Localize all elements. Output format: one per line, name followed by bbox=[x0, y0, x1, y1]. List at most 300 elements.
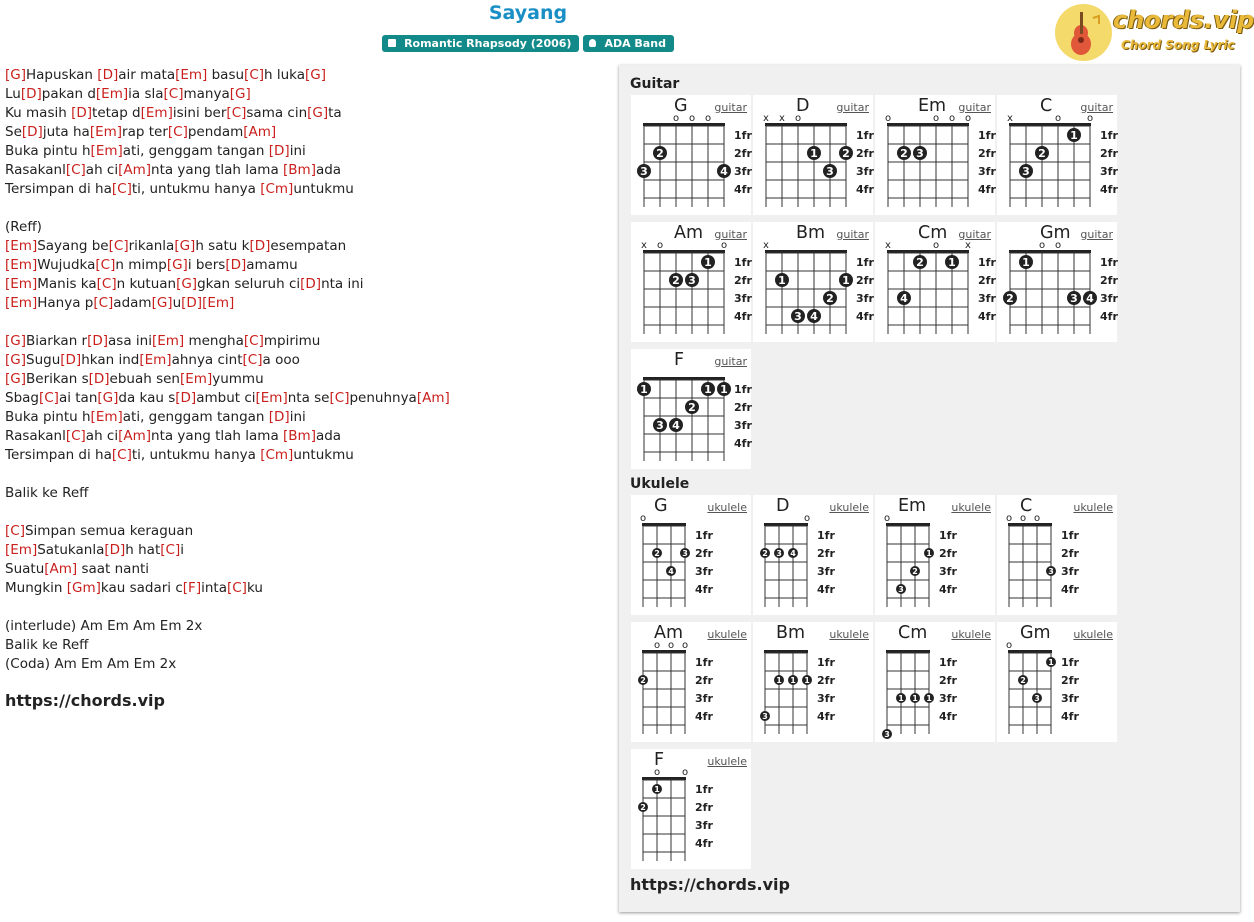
chord-token[interactable]: [C] bbox=[163, 86, 184, 102]
chord-diagram bbox=[753, 95, 873, 215]
chord-diagram bbox=[631, 95, 751, 215]
instrument-link[interactable]: ukulele bbox=[829, 628, 869, 641]
fret-label: 2fr bbox=[1100, 274, 1118, 287]
open-string-marker: o bbox=[720, 240, 728, 251]
finger-number: 3 bbox=[884, 730, 890, 739]
ukulele-chord-card[interactable] bbox=[875, 622, 995, 742]
fret-label: 1fr bbox=[939, 529, 957, 542]
fret-label: 1fr bbox=[734, 129, 752, 142]
muted-string-marker: x bbox=[965, 240, 971, 251]
finger-number: 3 bbox=[898, 585, 904, 594]
lyric-line: [G]Berikan s[D]ebuah sen[Em]yummu bbox=[5, 371, 264, 387]
chord-name: Em bbox=[918, 96, 947, 116]
finger-number: 1 bbox=[704, 383, 712, 396]
instrument-link[interactable]: ukulele bbox=[707, 755, 747, 768]
chord-name: F bbox=[654, 750, 665, 770]
chord-diagram bbox=[753, 622, 873, 742]
chord-name: F bbox=[674, 350, 685, 370]
chord-token[interactable]: [C] bbox=[226, 580, 247, 596]
open-string-marker: o bbox=[1019, 513, 1027, 524]
lyric-line: Mungkin [Gm]kau sadari c[F]inta[C]ku bbox=[5, 580, 263, 596]
lyric-line: (Coda) Am Em Am Em 2x bbox=[5, 656, 177, 672]
fret-label: 2fr bbox=[1100, 147, 1118, 160]
finger-number: 2 bbox=[640, 676, 646, 685]
finger-number: 3 bbox=[1022, 165, 1030, 178]
fret-label: 2fr bbox=[1061, 547, 1079, 560]
open-string-marker: o bbox=[1005, 640, 1013, 651]
open-string-marker: o bbox=[639, 513, 647, 524]
lyric-line: [Em]Hanya p[C]adam[G]u[D][Em] bbox=[5, 295, 235, 311]
chord-token[interactable]: [C] bbox=[226, 105, 247, 121]
chord-diagram bbox=[997, 495, 1117, 615]
chord-token[interactable]: [G] bbox=[5, 333, 26, 349]
open-string-marker: o bbox=[681, 640, 689, 651]
finger-number: 2 bbox=[640, 803, 646, 812]
open-string-marker: o bbox=[1005, 513, 1013, 524]
fret-label: 2fr bbox=[978, 274, 996, 287]
fret-label: 1fr bbox=[1100, 129, 1118, 142]
fret-label: 2fr bbox=[939, 674, 957, 687]
chord-token[interactable]: [Em] bbox=[5, 542, 38, 558]
guitar-chord-card[interactable] bbox=[753, 222, 873, 342]
fret-label: 1fr bbox=[734, 383, 752, 396]
fret-label: 2fr bbox=[695, 674, 713, 687]
finger-number: 1 bbox=[804, 676, 810, 685]
instrument-link[interactable]: ukulele bbox=[829, 501, 869, 514]
fret-label: 3fr bbox=[1100, 165, 1118, 178]
chord-token[interactable]: [Cm] bbox=[260, 447, 294, 463]
chord-token[interactable]: [Am] bbox=[243, 124, 277, 140]
chord-token[interactable]: [Em] bbox=[140, 105, 173, 121]
fret-label: 3fr bbox=[978, 165, 996, 178]
finger-number: 1 bbox=[778, 274, 786, 287]
fret-label: 1fr bbox=[939, 656, 957, 669]
chord-token[interactable]: [C] bbox=[329, 390, 350, 406]
finger-number: 2 bbox=[900, 147, 908, 160]
finger-number: 1 bbox=[1048, 658, 1054, 667]
finger-number: 1 bbox=[654, 785, 660, 794]
finger-number: 1 bbox=[926, 549, 932, 558]
lyric-line: [Em]Satukanla[D]h hat[C]i bbox=[5, 542, 184, 558]
fret-label: 2fr bbox=[695, 801, 713, 814]
finger-number: 2 bbox=[1020, 676, 1026, 685]
fret-label: 3fr bbox=[817, 565, 835, 578]
chord-token[interactable]: [C] bbox=[93, 295, 114, 311]
chord-token[interactable]: [D] bbox=[300, 276, 322, 292]
ukulele-chord-card[interactable] bbox=[997, 495, 1117, 615]
chord-token[interactable]: [C] bbox=[5, 523, 25, 539]
finger-number: 4 bbox=[810, 310, 818, 323]
instrument-link[interactable]: ukulele bbox=[707, 628, 747, 641]
panel-source-link[interactable]: https://chords.vip bbox=[630, 875, 790, 894]
chord-diagram bbox=[875, 622, 995, 742]
chord-token[interactable]: [D] bbox=[225, 257, 247, 273]
finger-number: 3 bbox=[656, 419, 664, 432]
finger-number: 3 bbox=[762, 712, 768, 721]
fret-label: 4fr bbox=[1100, 183, 1118, 196]
chord-token[interactable]: [D] bbox=[21, 124, 43, 140]
chord-token[interactable]: [Bm] bbox=[283, 162, 316, 178]
artist-badge[interactable] bbox=[583, 35, 674, 52]
fret-label: 2fr bbox=[734, 147, 752, 160]
muted-string-marker: x bbox=[763, 240, 769, 251]
lyric-line: (interlude) Am Em Am Em 2x bbox=[5, 618, 203, 634]
brand-tagline: Chord Song Lyric bbox=[1121, 38, 1235, 52]
lyric-line: [Em]Sayang be[C]rikanla[G]h satu k[D]esempatan bbox=[5, 238, 347, 254]
chord-name: Bm bbox=[776, 623, 806, 643]
open-string-marker: o bbox=[1033, 513, 1041, 524]
fret-label: 3fr bbox=[695, 565, 713, 578]
chord-token[interactable]: [G] bbox=[97, 390, 119, 406]
guitar-chord-card[interactable] bbox=[631, 349, 751, 469]
chord-diagram-panel bbox=[619, 65, 1240, 912]
open-string-marker: o bbox=[932, 240, 940, 251]
chord-token[interactable]: [Am] bbox=[118, 428, 152, 444]
finger-number: 2 bbox=[842, 147, 850, 160]
chord-token[interactable]: [C] bbox=[244, 67, 265, 83]
lyric-line: Suatu[Am] saat nanti bbox=[5, 561, 150, 577]
chord-diagram bbox=[997, 222, 1117, 342]
fret-label: 3fr bbox=[695, 819, 713, 832]
finger-number: 3 bbox=[688, 274, 696, 287]
fret-label: 4fr bbox=[856, 183, 874, 196]
fret-label: 4fr bbox=[978, 310, 996, 323]
source-link[interactable]: https://chords.vip bbox=[5, 691, 165, 710]
chord-token[interactable]: [Em] bbox=[90, 409, 123, 425]
chord-name: Am bbox=[654, 623, 684, 643]
open-string-marker: o bbox=[932, 113, 940, 124]
open-string-marker: o bbox=[1086, 113, 1094, 124]
fret-label: 1fr bbox=[695, 529, 713, 542]
finger-number: 3 bbox=[640, 165, 648, 178]
finger-number: 2 bbox=[912, 567, 918, 576]
fret-label: 2fr bbox=[939, 547, 957, 560]
open-string-marker: o bbox=[1054, 113, 1062, 124]
guitar-heading: Guitar bbox=[630, 76, 680, 92]
chord-token[interactable]: [Am] bbox=[44, 561, 78, 577]
chord-token[interactable]: [C] bbox=[111, 181, 132, 197]
muted-string-marker: x bbox=[885, 240, 891, 251]
chord-token[interactable]: [Em] bbox=[139, 352, 172, 368]
chord-token[interactable]: [Em] bbox=[5, 276, 38, 292]
song-badges bbox=[0, 35, 1056, 52]
album-label: Romantic Rhapsody (2006) bbox=[404, 37, 572, 50]
finger-number: 3 bbox=[682, 549, 688, 558]
chord-token[interactable]: [C] bbox=[38, 390, 59, 406]
lyric-line: [G]Biarkan r[D]asa ini[Em] mengha[C]mpirimu bbox=[5, 333, 321, 349]
ukulele-chord-card[interactable] bbox=[753, 495, 873, 615]
chord-token[interactable]: [D] bbox=[175, 390, 197, 406]
finger-number: 3 bbox=[776, 549, 782, 558]
chord-token[interactable]: [G] bbox=[229, 86, 251, 102]
chord-diagram bbox=[631, 349, 751, 469]
chord-token[interactable]: [D] bbox=[268, 143, 290, 159]
open-string-marker: o bbox=[681, 767, 689, 778]
fret-label: 3fr bbox=[1100, 292, 1118, 305]
lyric-line: Rasakanl[C]ah ci[Am]nta yang tlah lama [Bm]ada bbox=[5, 428, 342, 444]
fret-label: 2fr bbox=[817, 674, 835, 687]
lyric-line: Sbag[C]ai tan[G]da kau s[D]ambut ci[Em]nta se[C]penuhnya[Am] bbox=[5, 390, 450, 406]
album-icon bbox=[388, 39, 396, 47]
chord-name: Gm bbox=[1040, 223, 1071, 243]
guitar-chord-card[interactable] bbox=[997, 222, 1117, 342]
lyric-line: Buka pintu h[Em]ati, genggam tangan [D]ini bbox=[5, 409, 306, 425]
fret-label: 4fr bbox=[734, 183, 752, 196]
chord-token[interactable]: [Em] bbox=[151, 333, 185, 349]
fret-label: 4fr bbox=[734, 310, 752, 323]
open-string-marker: o bbox=[964, 113, 972, 124]
fret-label: 2fr bbox=[856, 274, 874, 287]
instrument-link[interactable]: ukulele bbox=[1073, 628, 1113, 641]
instrument-link[interactable]: guitar bbox=[1080, 101, 1113, 114]
chord-token[interactable]: [G] bbox=[307, 105, 329, 121]
chord-token[interactable]: [C] bbox=[242, 352, 263, 368]
finger-number: 1 bbox=[640, 383, 648, 396]
chord-token[interactable]: [D] bbox=[104, 542, 126, 558]
chord-token[interactable]: [C] bbox=[160, 542, 181, 558]
instrument-link[interactable]: ukulele bbox=[707, 501, 747, 514]
ukulele-chord-card[interactable] bbox=[997, 622, 1117, 742]
fret-label: 4fr bbox=[817, 710, 835, 723]
chord-token[interactable]: [D] bbox=[181, 295, 203, 311]
chord-token[interactable]: [Am] bbox=[118, 162, 152, 178]
finger-number: 1 bbox=[720, 383, 728, 396]
fret-label: 3fr bbox=[695, 692, 713, 705]
finger-number: 4 bbox=[720, 165, 728, 178]
ukulele-chord-card[interactable] bbox=[875, 495, 995, 615]
chord-name: D bbox=[796, 96, 810, 116]
user-icon bbox=[589, 39, 596, 47]
fret-label: 1fr bbox=[1100, 256, 1118, 269]
chord-token[interactable]: [C] bbox=[96, 276, 117, 292]
instrument-link[interactable]: guitar bbox=[958, 228, 991, 241]
finger-number: 1 bbox=[948, 256, 956, 269]
chord-token[interactable]: [G] bbox=[5, 352, 26, 368]
chord-name: G bbox=[674, 96, 688, 116]
fret-label: 4fr bbox=[939, 710, 957, 723]
chord-token[interactable]: [Em] bbox=[89, 124, 123, 140]
fret-label: 1fr bbox=[734, 256, 752, 269]
finger-number: 4 bbox=[672, 419, 680, 432]
chord-name: Gm bbox=[1020, 623, 1051, 643]
chord-token[interactable]: [Gm] bbox=[66, 580, 101, 596]
fret-label: 1fr bbox=[1061, 529, 1079, 542]
lyric-line bbox=[5, 199, 610, 218]
guitar-chord-card[interactable] bbox=[875, 222, 995, 342]
fret-label: 4fr bbox=[695, 837, 713, 850]
lyric-line: Ku masih [D]tetap d[Em]isini ber[C]sama cin[G]ta bbox=[5, 105, 342, 121]
open-string-marker: o bbox=[884, 113, 892, 124]
chord-token[interactable]: [D] bbox=[249, 238, 271, 254]
chord-token[interactable]: [Em] bbox=[5, 295, 38, 311]
finger-number: 4 bbox=[900, 292, 908, 305]
chord-token[interactable]: [G] bbox=[5, 371, 26, 387]
chord-token[interactable]: [D] bbox=[87, 333, 109, 349]
lyric-line bbox=[5, 313, 610, 332]
fret-label: 4fr bbox=[695, 583, 713, 596]
chord-name: Cm bbox=[918, 223, 948, 243]
finger-number: 3 bbox=[1070, 292, 1078, 305]
chord-token[interactable]: [C] bbox=[65, 162, 86, 178]
finger-number: 2 bbox=[1006, 292, 1014, 305]
chord-token[interactable]: [G] bbox=[5, 67, 26, 83]
fret-label: 3fr bbox=[1061, 692, 1079, 705]
finger-number: 3 bbox=[1048, 567, 1054, 576]
finger-number: 1 bbox=[776, 676, 782, 685]
open-string-marker: o bbox=[653, 767, 661, 778]
lyric-line: Lu[D]pakan d[Em]ia sla[C]manya[G] bbox=[5, 86, 251, 102]
chord-token[interactable]: [C] bbox=[167, 124, 188, 140]
chord-token[interactable]: [Am] bbox=[416, 390, 450, 406]
finger-number: 1 bbox=[810, 147, 818, 160]
open-string-marker: o bbox=[803, 513, 811, 524]
chord-token[interactable]: [G] bbox=[174, 238, 196, 254]
chord-diagram bbox=[631, 622, 751, 742]
chord-token[interactable]: [Cm] bbox=[260, 181, 294, 197]
chord-diagram bbox=[997, 622, 1117, 742]
chord-token[interactable]: [Em] bbox=[202, 295, 235, 311]
fret-label: 3fr bbox=[856, 165, 874, 178]
chord-token[interactable]: [C] bbox=[243, 333, 264, 349]
finger-number: 2 bbox=[916, 256, 924, 269]
lyric-line: Buka pintu h[Em]ati, genggam tangan [D]ini bbox=[5, 143, 306, 159]
instrument-link[interactable]: guitar bbox=[714, 355, 747, 368]
album-badge[interactable] bbox=[382, 35, 579, 52]
chord-token[interactable]: [C] bbox=[111, 447, 132, 463]
fret-label: 3fr bbox=[939, 692, 957, 705]
instrument-link[interactable]: guitar bbox=[836, 228, 869, 241]
chord-token[interactable]: [G] bbox=[166, 257, 188, 273]
fret-label: 1fr bbox=[978, 256, 996, 269]
chord-token[interactable]: [D] bbox=[268, 409, 290, 425]
fret-label: 2fr bbox=[1061, 674, 1079, 687]
fret-label: 4fr bbox=[1061, 583, 1079, 596]
finger-number: 2 bbox=[654, 549, 660, 558]
chord-name: Em bbox=[898, 496, 927, 516]
lyric-line: Se[D]juta ha[Em]rap ter[C]pendam[Am] bbox=[5, 124, 277, 140]
chord-token[interactable]: [Em] bbox=[95, 86, 129, 102]
finger-number: 1 bbox=[842, 274, 850, 287]
guitar-chord-card[interactable] bbox=[875, 95, 995, 215]
chord-token[interactable]: [Em] bbox=[175, 67, 208, 83]
fret-label: 1fr bbox=[695, 783, 713, 796]
chord-diagram bbox=[631, 749, 751, 869]
finger-number: 1 bbox=[912, 694, 918, 703]
fret-label: 1fr bbox=[817, 656, 835, 669]
open-string-marker: o bbox=[672, 113, 680, 124]
finger-number: 2 bbox=[672, 274, 680, 287]
ukulele-chord-card[interactable] bbox=[631, 749, 751, 869]
lyric-line: (Reff) bbox=[5, 219, 42, 235]
lyric-line: [G]Hapuskan [D]air mata[Em] basu[C]h luka[G] bbox=[5, 67, 327, 83]
finger-number: 4 bbox=[790, 549, 796, 558]
chord-token[interactable]: [Em] bbox=[180, 371, 213, 387]
chord-token[interactable]: [Em] bbox=[90, 143, 123, 159]
lyric-line: Tersimpan di ha[C]ti, untukmu hanya [Cm]untukmu bbox=[5, 181, 354, 197]
instrument-link[interactable]: guitar bbox=[836, 101, 869, 114]
chord-token[interactable]: [Em] bbox=[5, 238, 38, 254]
fret-label: 2fr bbox=[734, 401, 752, 414]
finger-number: 1 bbox=[704, 256, 712, 269]
instrument-link[interactable]: guitar bbox=[714, 101, 747, 114]
ukulele-chord-card[interactable] bbox=[753, 622, 873, 742]
chord-token[interactable]: [C] bbox=[65, 428, 86, 444]
muted-string-marker: x bbox=[779, 113, 785, 124]
chord-name: G bbox=[654, 496, 668, 516]
chord-token[interactable]: [Em] bbox=[255, 390, 288, 406]
guitar-chord-card[interactable] bbox=[753, 95, 873, 215]
fret-label: 2fr bbox=[978, 147, 996, 160]
chord-token[interactable]: [D] bbox=[20, 86, 42, 102]
chord-token[interactable]: [Bm] bbox=[283, 428, 316, 444]
chord-token[interactable]: [C] bbox=[108, 238, 129, 254]
open-string-marker: o bbox=[794, 113, 802, 124]
chord-token[interactable]: [D] bbox=[88, 371, 110, 387]
open-string-marker: o bbox=[1054, 240, 1062, 251]
ukulele-chord-card[interactable] bbox=[631, 495, 751, 615]
muted-string-marker: x bbox=[641, 240, 647, 251]
chord-token[interactable]: [D] bbox=[60, 352, 82, 368]
fret-label: 4fr bbox=[856, 310, 874, 323]
finger-number: 3 bbox=[916, 147, 924, 160]
fret-label: 2fr bbox=[734, 274, 752, 287]
chord-token[interactable]: [F] bbox=[182, 580, 202, 596]
fret-label: 4fr bbox=[1061, 710, 1079, 723]
finger-number: 2 bbox=[688, 401, 696, 414]
chord-diagram bbox=[875, 222, 995, 342]
ukulele-chord-card[interactable] bbox=[631, 622, 751, 742]
guitar-chord-card[interactable] bbox=[997, 95, 1117, 215]
chord-name: Bm bbox=[796, 223, 826, 243]
finger-number: 4 bbox=[668, 567, 674, 576]
open-string-marker: o bbox=[704, 113, 712, 124]
instrument-link[interactable]: guitar bbox=[958, 101, 991, 114]
artist-label: ADA Band bbox=[604, 37, 666, 50]
open-string-marker: o bbox=[653, 640, 661, 651]
chord-name: Cm bbox=[898, 623, 928, 643]
fret-label: 3fr bbox=[939, 565, 957, 578]
guitar-chord-card[interactable] bbox=[631, 95, 751, 215]
open-string-marker: o bbox=[1038, 240, 1046, 251]
lyric-line: Rasakanl[C]ah ci[Am]nta yang tlah lama [Bm]ada bbox=[5, 162, 342, 178]
finger-number: 1 bbox=[898, 694, 904, 703]
chord-token[interactable]: [G] bbox=[176, 276, 198, 292]
guitar-chord-card[interactable] bbox=[631, 222, 751, 342]
instrument-link[interactable]: guitar bbox=[714, 228, 747, 241]
instrument-link[interactable]: ukulele bbox=[951, 501, 991, 514]
finger-number: 3 bbox=[794, 310, 802, 323]
chord-token[interactable]: [G] bbox=[305, 67, 327, 83]
finger-number: 2 bbox=[656, 147, 664, 160]
song-title[interactable]: Sayang bbox=[488, 2, 568, 24]
finger-number: 2 bbox=[762, 549, 768, 558]
fret-label: 4fr bbox=[734, 437, 752, 450]
lyric-line: [Em]Manis ka[C]n kutuan[G]gkan seluruh ci[D]nta ini bbox=[5, 276, 364, 292]
chord-token[interactable]: [D] bbox=[97, 67, 119, 83]
chord-token[interactable]: [D] bbox=[71, 105, 93, 121]
chord-token[interactable]: [Em] bbox=[5, 257, 38, 273]
site-logo[interactable] bbox=[1055, 4, 1254, 62]
chord-name: D bbox=[776, 496, 790, 516]
instrument-link[interactable]: ukulele bbox=[1073, 501, 1113, 514]
chord-name: Am bbox=[674, 223, 704, 243]
instrument-link[interactable]: ukulele bbox=[951, 628, 991, 641]
fret-label: 3fr bbox=[734, 419, 752, 432]
open-string-marker: o bbox=[948, 113, 956, 124]
instrument-link[interactable]: guitar bbox=[1080, 228, 1113, 241]
chord-token[interactable]: [C] bbox=[95, 257, 116, 273]
chord-token[interactable]: [G] bbox=[151, 295, 173, 311]
